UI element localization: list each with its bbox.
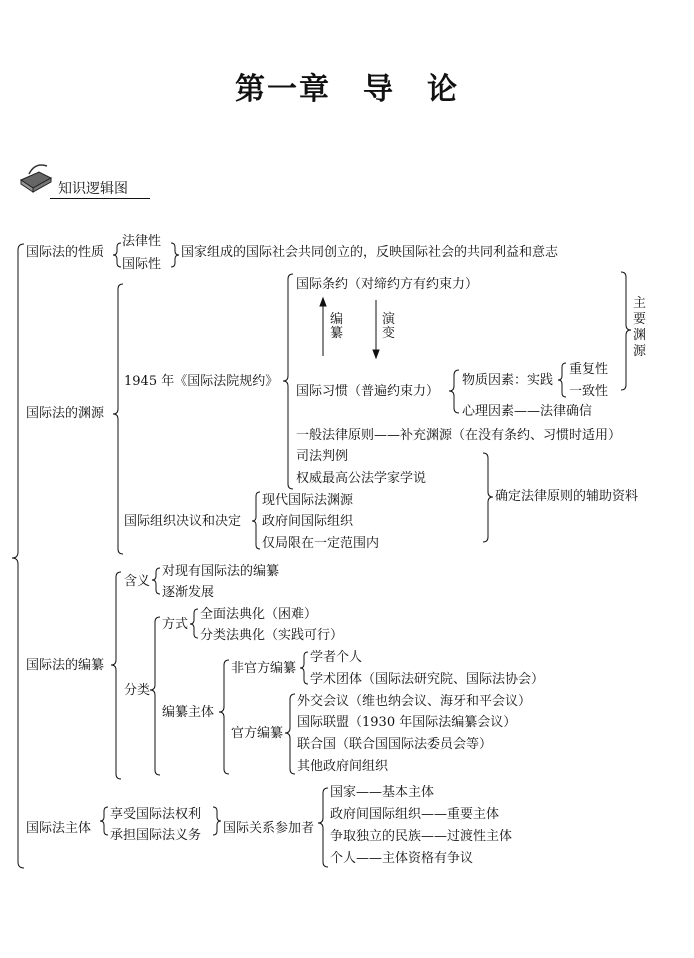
node-general: 一般法律原则——补充渊源（在没有条约、习惯时适用）	[296, 428, 622, 443]
node-igo2: 政府间国际组织——重要主体	[330, 807, 500, 822]
node-limited: 仅局限在一定范围内	[262, 536, 380, 551]
node-partial: 分类法典化（实践可行）	[200, 628, 344, 643]
section-heading: 知识逻辑图	[58, 181, 128, 197]
node-modern: 现代国际法渊源	[262, 493, 354, 508]
node-material: 物质因素：实践	[462, 373, 554, 388]
node-subject: 编纂主体	[162, 705, 215, 720]
node-m1: 对现有国际法的编纂	[162, 564, 280, 579]
node-meaning: 含义	[124, 574, 151, 589]
node-state: 国家——基本主体	[330, 785, 435, 800]
node-duties: 承担国际法义务	[110, 828, 202, 843]
node-diplomatic: 外交会议（维也纳会议、海牙和平会议）	[297, 694, 532, 709]
node-nature: 国际法的性质	[26, 245, 105, 260]
node-scholars: 权威最高公法学家学说	[296, 471, 427, 486]
node-nation: 争取独立的民族——过渡性主体	[330, 829, 513, 844]
node-evolve-arrow: 演变	[382, 312, 396, 341]
node-judicial: 司法判例	[296, 449, 349, 464]
node-league: 国际联盟（1930 年国际法编纂会议）	[297, 715, 517, 730]
chapter-title: 第一章 导 论	[235, 72, 459, 107]
node-igo: 政府间国际组织	[262, 514, 354, 529]
node-io-resolution: 国际组织决议和决定	[124, 514, 242, 529]
node-individual: 个人——主体资格有争议	[330, 851, 474, 866]
node-official: 官方编纂	[231, 726, 284, 741]
node-rights: 享受国际法权利	[110, 807, 202, 822]
node-subjects: 国际法主体	[26, 821, 92, 836]
node-m2: 逐渐发展	[162, 585, 215, 600]
node-custom: 国际习惯（普遍约束力）	[296, 384, 440, 399]
node-main-sources: 主要渊源	[633, 296, 647, 359]
node-method: 方式	[162, 617, 189, 632]
node-treaty: 国际条约（对缔约方有约束力）	[296, 277, 479, 292]
node-participant: 国际关系参加者	[223, 821, 315, 836]
node-consistent: 一致性	[569, 384, 609, 399]
node-intl: 国际性	[122, 257, 162, 272]
node-classify: 分类	[124, 683, 151, 698]
node-un: 联合国（联合国国际法委员会等）	[297, 737, 493, 752]
node-codify-arrow: 编纂	[330, 312, 344, 341]
node-codification: 国际法的编纂	[26, 658, 105, 673]
node-legal: 法律性	[122, 234, 162, 249]
node-nature-desc: 国家组成的国际社会共同创立的，反映国际社会的共同利益和意志	[181, 245, 559, 260]
node-repeat: 重复性	[569, 362, 609, 377]
node-scholar: 学者个人	[310, 650, 363, 665]
node-unofficial: 非官方编纂	[231, 661, 297, 676]
node-other-igo: 其他政府间组织	[297, 759, 389, 774]
node-full: 全面法典化（困难）	[200, 607, 318, 622]
node-aux: 确定法律原则的辅助资料	[495, 489, 639, 504]
node-sources: 国际法的渊源	[26, 406, 105, 421]
node-academic: 学术团体（国际法研究院、国际法协会）	[310, 672, 545, 687]
node-psych: 心理因素——法律确信	[462, 404, 593, 419]
node-icj: 1945 年《国际法院规约》	[124, 374, 279, 389]
